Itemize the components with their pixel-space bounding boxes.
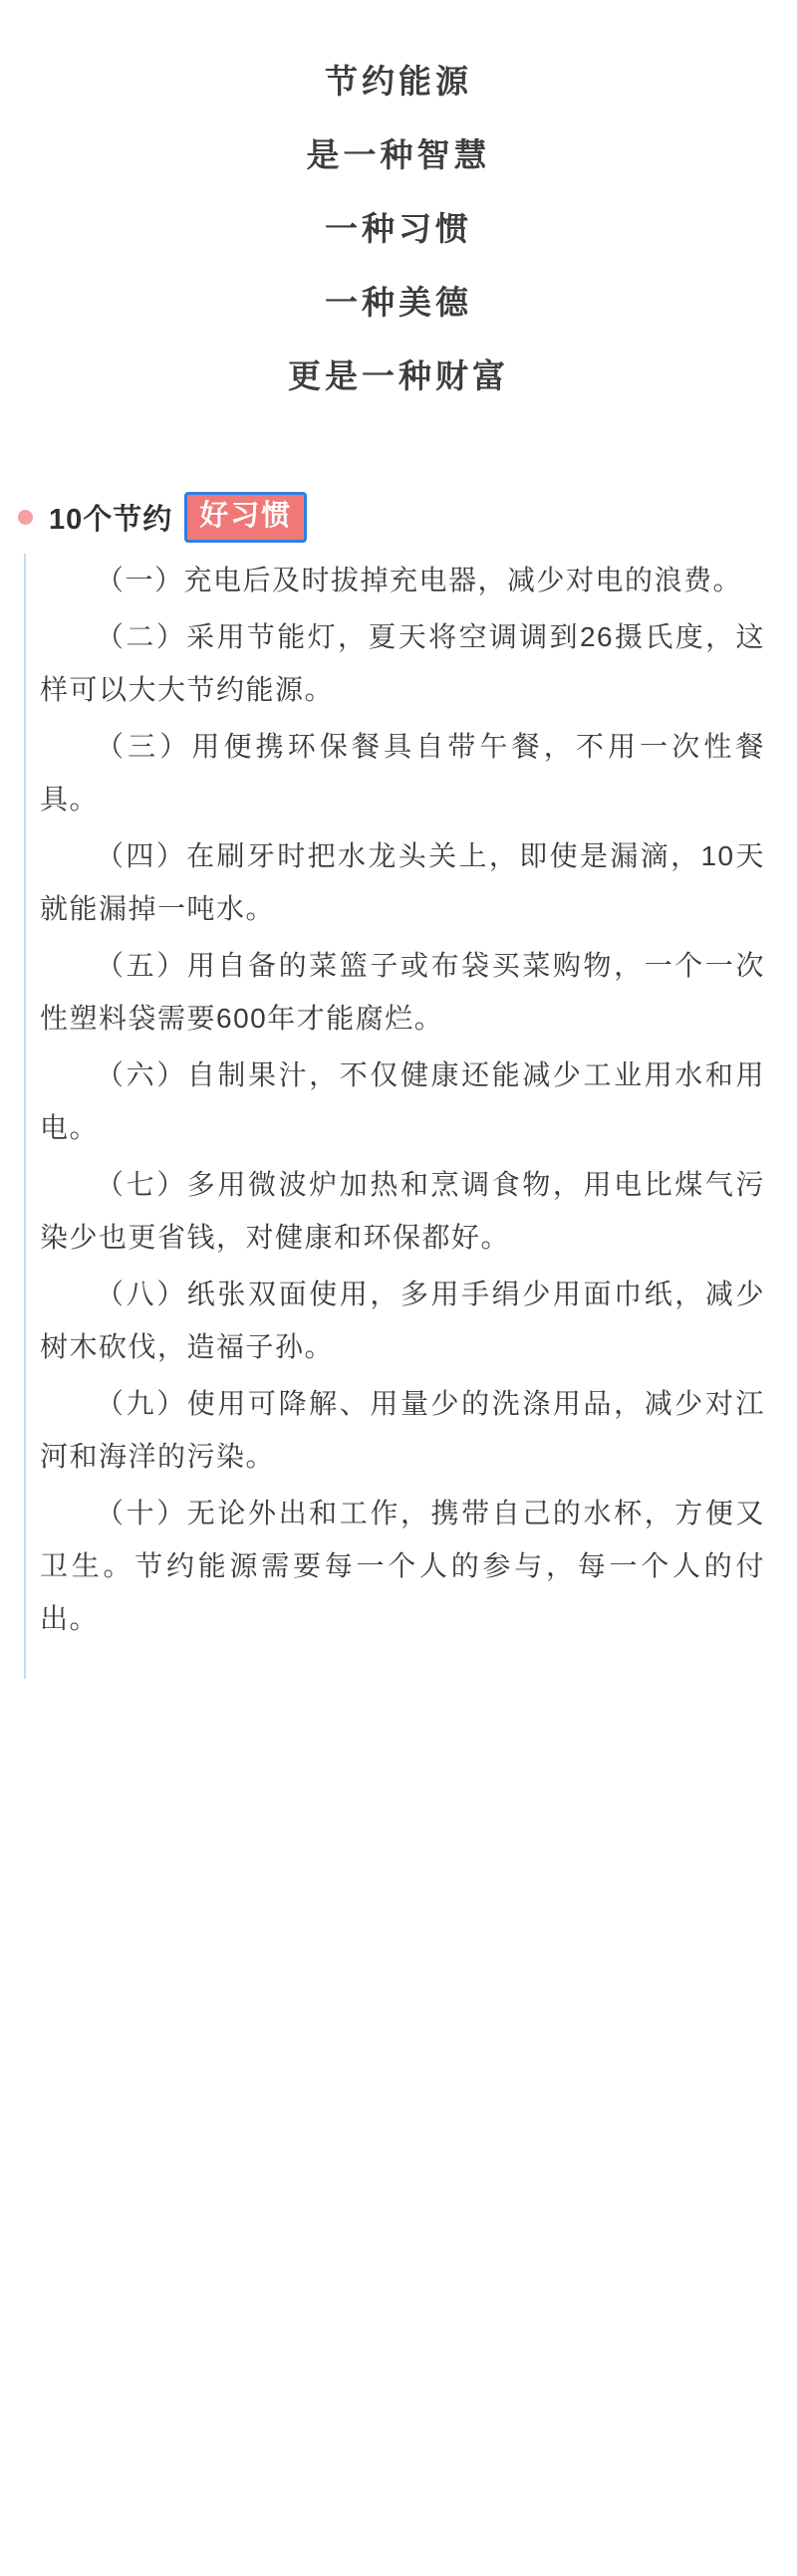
section-badge: 好习惯 <box>184 492 307 543</box>
list-item: （九）使用可降解、用量少的洗涤用品，减少对江河和海洋的污染。 <box>40 1388 765 1472</box>
list-item: （十）无论外出和工作，携带自己的水杯，方便又卫生。节约能源需要每一个人的参与，每一个人的付出。 <box>40 1498 765 1634</box>
hero-line-2: 是一种智慧 <box>306 138 491 174</box>
list-item: （七）多用微波炉加热和烹调食物，用电比煤气污染少也更省钱，对健康和环保都好。 <box>40 1169 765 1253</box>
list-item: （一）充电后及时拔掉充电器，减少对电的浪费。 <box>96 565 743 595</box>
bullet-dot-icon <box>18 510 33 525</box>
list-item: （三）用便携环保餐具自带午餐，不用一次性餐具。 <box>40 731 765 815</box>
list-item: （二）采用节能灯，夏天将空调调到26摄氏度，这样可以大大节约能源。 <box>40 621 765 705</box>
section-title: 10个节约 <box>49 503 173 536</box>
list-item: （六）自制果汁，不仅健康还能减少工业用水和用电。 <box>40 1059 765 1143</box>
tips-list <box>0 554 797 1719</box>
hero-line-1: 节约能源 <box>325 65 472 101</box>
list-item: （五）用自备的菜篮子或布袋买菜购物，一个一次性塑料袋需要600年才能腐烂。 <box>40 950 765 1034</box>
section-heading <box>0 490 797 544</box>
list-item: （四）在刷牙时把水龙头关上，即使是漏滴，10天就能漏掉一吨水。 <box>40 840 765 924</box>
hero-line-5: 更是一种财富 <box>288 359 509 395</box>
hero-poem <box>0 0 797 424</box>
left-rule-divider <box>24 554 26 1679</box>
hero-line-4: 一种美德 <box>325 286 472 322</box>
hero-line-3: 一种习惯 <box>325 212 472 248</box>
list-item: （八）纸张双面使用，多用手绢少用面巾纸，减少树木砍伐，造福子孙。 <box>40 1279 765 1362</box>
